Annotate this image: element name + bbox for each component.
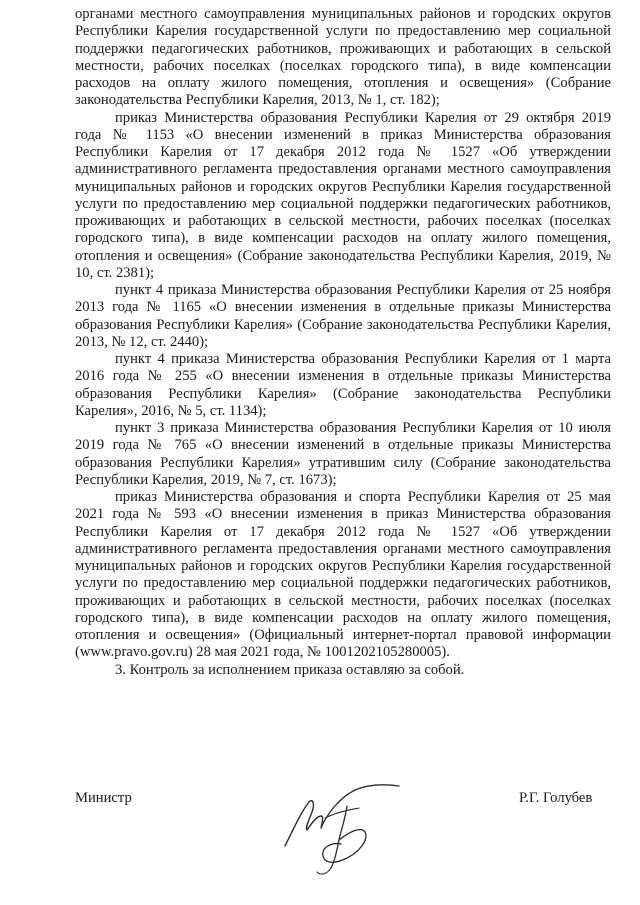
paragraph-order-1165: пункт 4 приказа Министерства образования Республики Карелия от 25 ноября 2013 года № 1165 «О внесении изменения в отдельные приказы Министерства образования Республики Карелия» (Собрание законодательства Республики Карелия, 2013, № 12, ст. 2440); [75, 282, 611, 350]
paragraph-order-593: приказ Министерства образования и спорта Республики Карелия от 25 мая 2021 года № 593 «О внесении изменения в приказ Министерства образования Республики Карелия от 17 декабря 2012 года № 1527 «Об утверждении административного регламента предоставления органами местного самоуправления муниципальных районов и городских округов Республики Карелия государственной услуги по предоставлению мер социальной поддержки педагогических работников, проживающих и работающих в сельской местности, рабочих поселках (поселках городского типа), в виде компенсации расходов на оплату жилого помещения, отопления и освещения» (Официальный интернет-портал правовой информации (www.pravo.gov.ru) 28 мая 2021 года, № 1001202105280005). [75, 489, 611, 661]
paragraph-order-1153: приказ Министерства образования Республики Карелия от 29 октября 2019 года № 1153 «О внесении изменений в приказ Министерства образования Республики Карелия от 17 декабря 2012 года № 1527 «Об утверждении административного регламента предоставления органами местного самоуправления муниципальных районов и городских округов Республики Карелия государственной услуги по предоставлению мер социальной поддержки педагогических работников, проживающих и работающих в сельской местности, рабочих поселках (поселках городского типа), в виде компенсации расходов на оплату жилого помещения, отопления и освещения» (Собрание законодательства Республики Карелия, 2019, № 10, ст. 2381); [75, 109, 611, 281]
paragraph-continuation: органами местного самоуправления муниципальных районов и городских округов Республики Карелия государственной услуги по предоставлению мер социальной поддержки педагогических работников, проживающих и работающих в сельской местности, рабочих поселках (поселках городского типа), в виде компенсации расходов на оплату жилого помещения, отопления и освещения» (Собрание законодательства Республики Карелия, 2013, № 1, ст. 182); [75, 6, 611, 109]
paragraph-order-255: пункт 4 приказа Министерства образования Республики Карелия от 1 марта 2016 года № 255 «О внесении изменения в отдельные приказы Министерства образования Республики Карелия» (Собрание законодательства Республики Карелия», 2016, № 5, ст. 1134); [75, 351, 611, 419]
signatory-name: Р.Г. Голубев [519, 790, 593, 806]
document-body [75, 6, 611, 679]
signatory-title: Министр [75, 790, 132, 806]
handwritten-signature [265, 768, 415, 880]
paragraph-order-765: пункт 3 приказа Министерства образования Республики Карелия от 10 июля 2019 года № 765 «О внесении изменений в отдельные приказы Министерства образования Республики Карелия» утратившим силу (Собрание законодательства Республики Карелия, 2019, № 7, ст. 1673); [75, 420, 611, 488]
paragraph-control-clause: 3. Контроль за исполнением приказа оставляю за собой. [115, 661, 465, 678]
